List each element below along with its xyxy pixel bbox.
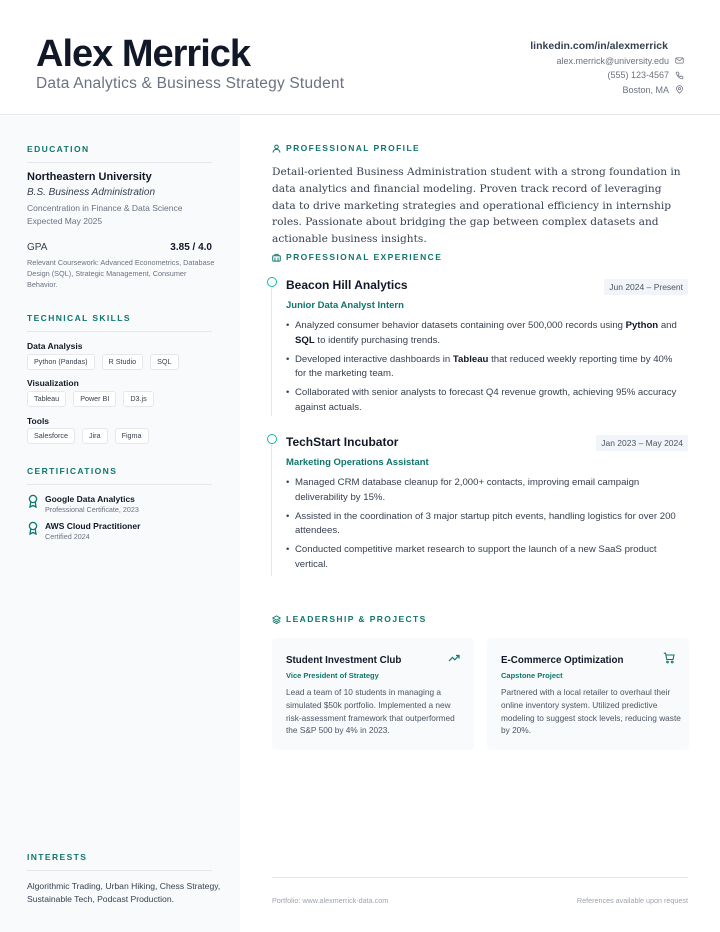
phone-row	[530, 68, 684, 82]
profile-heading	[272, 143, 420, 153]
education-heading: EDUCATION	[27, 144, 212, 163]
timeline-line	[271, 282, 272, 416]
linkedin-link[interactable]	[530, 38, 668, 53]
job-dates: Jan 2023 – May 2024	[596, 435, 688, 451]
project-title: Student Investment Club	[286, 655, 402, 666]
skill-chip: Jira	[82, 428, 108, 444]
interests-text: Algorithmic Trading, Urban Hiking, Chess Strategy, Sustainable Tech, Podcast Production.	[27, 881, 221, 904]
project-description: Partnered with a local retailer to overhaul their online inventory system. Utilized predictive modeling to suggest stock levels, reducing waste by 20%.	[501, 687, 681, 736]
linkedin-text[interactable]: linkedin.com/in/alexmerrick	[530, 39, 668, 52]
job-company: TechStart Incubator	[286, 435, 399, 449]
user-icon	[272, 144, 281, 153]
award-icon	[27, 494, 39, 508]
candidate-tagline: Data Analytics & Business Strategy Student	[36, 75, 345, 92]
job-company: Beacon Hill Analytics	[286, 278, 408, 292]
job-bullet: • Managed CRM database cleanup for 2,000+ contacts, improving email campaign deliverability by 15%.	[286, 476, 686, 505]
job-dates: Jun 2024 – Present	[604, 279, 688, 295]
skill-chip: R Studio	[102, 354, 144, 370]
shopping-cart-icon	[663, 652, 675, 664]
job-role: Junior Data Analyst Intern	[286, 300, 404, 311]
project-card	[272, 638, 474, 750]
skill-category: Tools	[27, 416, 50, 426]
skill-category: Data Analysis	[27, 341, 83, 351]
skill-chips	[27, 428, 149, 444]
skill-chip: Salesforce	[27, 428, 75, 444]
job-bullet: • Developed interactive dashboards in Tableau that reduced weekly reporting time by 40% for the marketing team.	[286, 353, 686, 382]
expected-graduation: Expected May 2025	[27, 216, 103, 226]
certifications-heading: CERTIFICATIONS	[27, 466, 212, 485]
job-role: Marketing Operations Assistant	[286, 457, 429, 468]
job-bullets	[286, 319, 686, 420]
layers-icon	[272, 615, 281, 624]
footer-divider	[272, 877, 688, 878]
certification-name: Google Data Analytics	[45, 494, 135, 504]
resume-header	[0, 0, 720, 115]
leadership-heading-text: LEADERSHIP & PROJECTS	[286, 614, 427, 624]
map-pin-icon	[675, 85, 684, 94]
job-bullet: • Assisted in the coordination of 3 major startup pitch events, handling logistics for over 200 attendees.	[286, 510, 686, 539]
certification-item	[27, 494, 139, 515]
certification-name: AWS Cloud Practitioner	[45, 521, 141, 531]
location-text: Boston, MA	[622, 84, 669, 95]
email-text[interactable]: alex.merrick@university.edu	[556, 55, 669, 66]
skill-chip: Power BI	[73, 391, 116, 407]
skill-category: Visualization	[27, 378, 79, 388]
timeline-dot	[267, 277, 277, 287]
mail-icon	[675, 56, 684, 65]
location-row	[530, 83, 684, 97]
project-title: E-Commerce Optimization	[501, 655, 624, 666]
gpa-row	[27, 242, 212, 253]
candidate-name: Alex Merrick	[36, 33, 251, 75]
experience-heading	[272, 252, 442, 262]
skill-chips	[27, 354, 179, 370]
job-bullet: • Conducted competitive market research to support the launch of a new SaaS product vertical.	[286, 543, 686, 572]
skill-chip: SQL	[150, 354, 178, 370]
gpa-value: 3.85 / 4.0	[170, 242, 212, 253]
interests-heading: INTERESTS	[27, 852, 212, 871]
trending-up-icon	[448, 652, 460, 664]
phone-icon	[675, 71, 684, 80]
skill-chip: D3.js	[123, 391, 153, 407]
phone-text: (555) 123-4567	[607, 70, 669, 80]
timeline-dot	[267, 434, 277, 444]
certification-detail: Certified 2024	[45, 532, 90, 541]
certification-item	[27, 521, 140, 542]
contact-block	[530, 38, 684, 97]
email-row[interactable]	[530, 54, 684, 68]
coursework: Relevant Coursework: Advanced Econometrics, Database Design (SQL), Strategic Management, Consumer Behavior.	[27, 258, 215, 289]
profile-heading-text: PROFESSIONAL PROFILE	[286, 143, 421, 153]
gpa-label: GPA	[27, 242, 48, 253]
experience-heading-text: PROFESSIONAL EXPERIENCE	[286, 252, 443, 262]
skill-chips	[27, 391, 154, 407]
job-bullets	[286, 476, 686, 577]
project-subtitle: Vice President of Strategy	[286, 671, 379, 680]
award-icon	[27, 521, 39, 535]
skill-chip: Figma	[115, 428, 149, 444]
project-card	[487, 638, 689, 750]
certification-detail: Professional Certificate, 2023	[45, 505, 139, 514]
school-name: Northeastern University	[27, 171, 152, 183]
concentration: Concentration in Finance & Data Science	[27, 203, 183, 213]
portfolio-link[interactable]: Portfolio: www.alexmerrick-data.com	[272, 896, 389, 905]
references-note: References available upon request	[576, 896, 688, 905]
project-subtitle: Capstone Project	[501, 671, 563, 680]
profile-summary: Detail-oriented Business Administration student with a strong foundation in data analytics and financial modeling. Proven track record of leveraging data to drive marketing strategies and operational efficiency in internship roles. Passionate about bridging the gap between complex datasets and actionable business insights.	[272, 166, 681, 246]
briefcase-icon	[272, 253, 281, 262]
job-bullet: • Collaborated with senior analysts to forecast Q4 revenue growth, achieving 95% accuracy against actuals.	[286, 386, 686, 415]
job-bullet: • Analyzed consumer behavior datasets containing over 500,000 records using Python and SQL to identify purchasing trends.	[286, 319, 686, 348]
skill-chip: Python (Pandas)	[27, 354, 95, 370]
timeline-line	[271, 440, 272, 576]
skills-heading: TECHNICAL SKILLS	[27, 313, 212, 332]
leadership-heading	[272, 614, 427, 624]
skill-chip: Tableau	[27, 391, 66, 407]
project-description: Lead a team of 10 students in managing a simulated $50k portfolio. Implemented a new risk-assessment framework that outperformed the S&P 500 by 4% in 2023.	[286, 687, 455, 736]
degree: B.S. Business Administration	[27, 187, 156, 198]
